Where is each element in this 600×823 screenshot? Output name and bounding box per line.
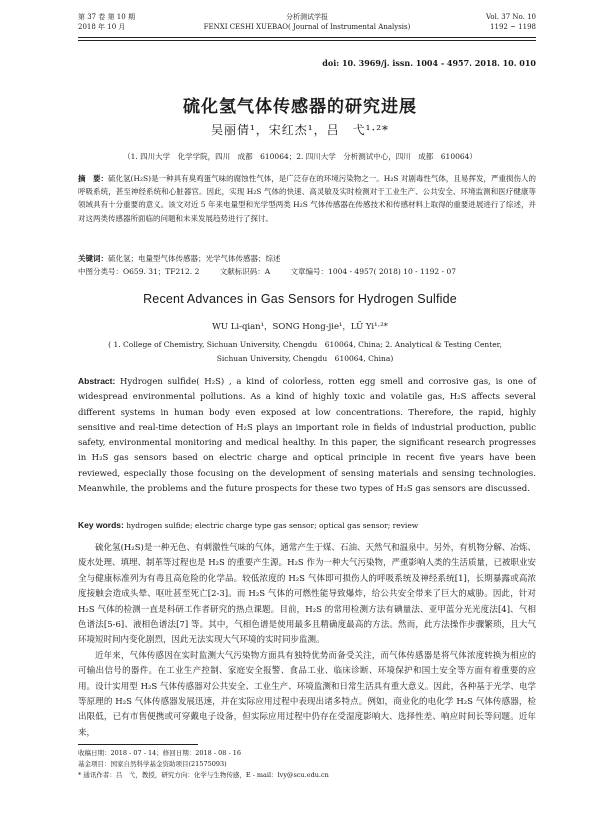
affiliation-en-line1: ( 1. College of Chemistry, Sichuan University, Chengdu 610064, China; 2. Analytical & Testing Center, xyxy=(108,340,502,349)
keywords-en xyxy=(78,520,536,530)
abstract-en xyxy=(78,374,536,497)
affiliation-cn: （1. 四川大学 化学学院，四川 成都 610064；2. 四川大学 分析测试中心，四川 成都 610064） xyxy=(123,152,477,161)
affiliation-en xyxy=(95,338,515,366)
abstract-cn-text: 硫化氢(H₂S)是一种具有臭鸡蛋气味的腐蚀性气体，是广泛存在的环境污染物之一。H₂S 对剧毒性气体，且易挥发，严重损伤人的呼吸系统，甚至神经系统和心脏器官。因此，实现 H₂S 气体的快速、高灵敏及实时检测对于工业生产、公共安全、环境监测和医疗健康等领域具有十分重要的意义。该文对近 5 年来电量型和光学型两类 H₂S 气体传感器在传感技术和传感材料上取得的重要进展进行了综述，并对这两类传感器所面临的问题和未来发展趋势进行了探讨。 xyxy=(78,174,536,223)
header-date: 2018 年 10 月 xyxy=(78,23,126,31)
classification-cn xyxy=(78,266,536,277)
paper-title-cn: 硫化氢气体传感器的研究进展 xyxy=(183,97,417,117)
body-text xyxy=(78,541,536,741)
paper-title-en: Recent Advances in Gas Sensors for Hydrogen Sulfide xyxy=(143,292,457,306)
footnote-received: 收稿日期：2018 - 07 - 14；修回日期：2018 - 08 - 16 xyxy=(78,749,241,757)
document-code: 文献标识码：A xyxy=(219,267,271,276)
header-volume: 第 37 卷 第 10 期 xyxy=(78,13,135,21)
header-vol-en: Vol. 37 No. 10 xyxy=(485,13,536,21)
header-journal-cn: 分析测试学报 xyxy=(286,13,328,21)
keywords-en-label: Key words: xyxy=(78,520,124,530)
header-right xyxy=(486,12,536,32)
authors-en: WU Li-qian¹，SONG Hong-jie¹，LÜ Yi¹·²* xyxy=(212,322,388,332)
header-journal-en: FENXI CESHI XUEBAO( Journal of Instrumental Analysis) xyxy=(203,23,411,31)
keywords-cn-text: 硫化氢；电量型气体传感器；光学气体传感器；综述 xyxy=(108,254,281,263)
authors-cn: 吴丽倩¹，宋红杰¹，吕 弋¹·²* xyxy=(210,123,390,137)
abstract-en-text: Hydrogen sulfide( H₂S) , a kind of colorless, rotten egg smell and corrosive gas, is one of widespread environmental pollutions. As a kind of highly toxic and volatile gas, H₂S affects several different systems in human body even exposed at low concentrations. Therefore, the rapid, highly sensitive and real-time detection of H₂S plays an important role in fields of industrial production, public safety, environmental monitoring and medical healthy. In this paper, the significant research progresses in H₂S gas sensors based on electric charge and optical principle in recent five years have been reviewed, especially those focusing on the development of sensing materials and sensing technologies. Meanwhile, the problems and the future prospects for these two types of H₂S gas sensors are discussed. xyxy=(78,377,536,495)
clc-number: 中图分类号：O659. 31；TF212. 2 xyxy=(78,267,200,276)
footnote-funding: 基金项目：国家自然科学基金资助项目(21575093) xyxy=(78,760,227,768)
abstract-en-label: Abstract: xyxy=(78,376,116,386)
header-center xyxy=(78,12,536,32)
affiliation-en-line2: Sichuan University, Chengdu 610064, China) xyxy=(216,354,394,363)
doi[interactable]: doi: 10. 3969/j. issn. 1004 - 4957. 2018. 10. 010 xyxy=(322,58,536,68)
footnote-rule xyxy=(78,744,198,745)
abstract-cn xyxy=(78,172,536,225)
article-number: 文章编号：1004 - 4957( 2018) 10 - 1192 - 07 xyxy=(290,267,457,276)
header-pages: 1192 ~ 1198 xyxy=(490,23,536,31)
header-rule-thin xyxy=(78,40,536,41)
keywords-en-text: hydrogen sulfide; electric charge type gas sensor; optical gas sensor; review xyxy=(126,521,419,530)
body-paragraph-1: 硫化氢(H₂S)是一种无色、有刺激性气味的气体，通常产生于煤、石油、天然气和温泉中。另外，有机物分解、冶炼、废水处理、填埋、制革等过程也是 H₂S 的重要产生源。H₂S 作为一种大气污染物，严重影响人类的生活质量，已被职业安全与健康标准列为有毒且高危险的化学品。较低浓度的 H₂S 气体即可损伤人的呼吸系统及神经系统[1]，长期暴露或高浓度接触会造成头晕、呕吐甚至死亡[2-3]。而 H₂S 气体的可燃性能导致爆炸，给公共安全带来了巨大的威胁。因此，针对 H₂S 气体的检测一直是科研工作者研究的热点课题。目前，H₂S 的常用检测方法有碘量法、亚甲蓝分光光度法[4]、气相色谱法[5-6]、液相色谱法[7] 等。其中，气相色谱是使用最多且精确度最高的方法。然而，此方法操作步骤繁琐，且大气环境短时间内变化剧烈，因此无法实现大气环境的实时同步监测。 xyxy=(78,543,536,646)
keywords-cn xyxy=(78,253,536,264)
body-paragraph-2: 近年来，气体传感因在实时监测大气污染物方面具有独特优势而备受关注，而气体传感器是将气体浓度转换为相应的可输出信号的器件。在工业生产控制、家庭安全报警、食品工业、临床诊断、环境保护和国土安全等方面有着重要的应用。设计实用型 H₂S 气体传感器对公共安全、工业生产、环境监测和日常生活具有重大意义。因此，各种基于光学、电学等原理的 H₂S 气体传感器发展迅速，并在实际应用过程中表现出诸多特点。例如，商业化的电化学 H₂S 气体传感器，检出限低，已有市售便携或可穿戴电子设备，但实际应用过程中仍存在受湿度影响大、选择性差、响应时间长等问题。近年来， xyxy=(78,650,536,738)
keywords-cn-label: 关键词： xyxy=(78,254,108,263)
header-rule xyxy=(78,37,536,38)
footnote-corresponding: * 通讯作者：吕 弋，教授，研究方向：化学与生物传感，E - mail：lvy@scu.edu.cn xyxy=(78,771,329,779)
footnotes xyxy=(78,748,536,781)
abstract-cn-label: 摘 要： xyxy=(78,174,109,183)
